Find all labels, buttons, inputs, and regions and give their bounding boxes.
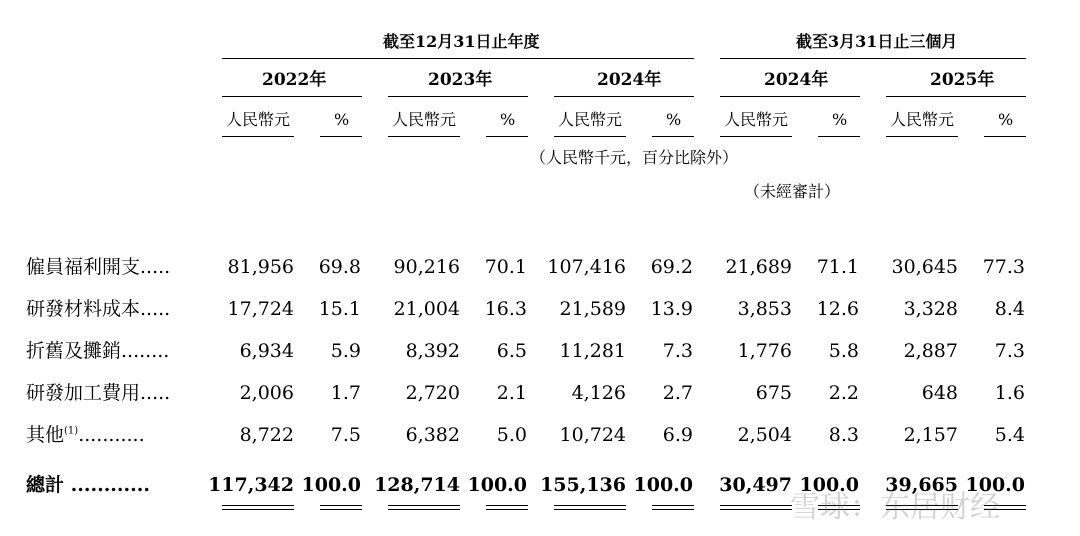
percent-cell: 5.0 (496, 424, 527, 446)
amount-cell: 3,853 (737, 298, 792, 320)
amount-cell: 90,216 (393, 256, 460, 278)
amount-cell: 2,157 (903, 424, 958, 446)
amount-cell: 8,722 (239, 424, 294, 446)
pct-header-4: % (832, 110, 848, 129)
year-line-3 (554, 96, 694, 97)
row-label-others (26, 426, 145, 445)
percent-cell: 13.9 (650, 298, 693, 320)
total-percent-cell: 100.0 (799, 474, 859, 496)
row-label-depreciation: 折舊及攤銷........ (26, 340, 170, 362)
percent-cell: 5.9 (330, 340, 361, 362)
amount-cell: 648 (921, 382, 958, 404)
percent-cell: 77.3 (982, 256, 1025, 278)
unit-line-2b (486, 136, 528, 137)
row-label-total: 總計 ............ (26, 474, 150, 496)
percent-cell: 69.2 (650, 256, 693, 278)
amount-cell: 11,281 (559, 340, 626, 362)
unit-header-3: 人民幣元 (558, 110, 623, 129)
amount-cell: 4,126 (571, 382, 626, 404)
amount-cell: 2,887 (903, 340, 958, 362)
year-line-4 (720, 96, 860, 97)
year-line-1 (222, 96, 362, 97)
amount-cell: 21,689 (725, 256, 792, 278)
year-header-2025-q: 2025年 (930, 70, 995, 90)
pct-header-1: % (334, 110, 350, 129)
percent-cell: 7.5 (330, 424, 361, 446)
unit-header-4: 人民幣元 (724, 110, 789, 129)
unit-header-5: 人民幣元 (890, 110, 955, 129)
total-line-4a2 (720, 509, 792, 510)
total-amount-cell: 39,665 (885, 474, 958, 496)
amount-cell: 21,004 (393, 298, 460, 320)
unit-note: （人民幣千元，百分比除外） (530, 148, 739, 167)
group-line-annual (222, 58, 694, 59)
total-line-2b (486, 505, 528, 506)
total-line-2a2 (388, 509, 460, 510)
footnote-marker: (1) (64, 425, 79, 437)
unit-header-1: 人民幣元 (226, 110, 291, 129)
row-label-rd-materials: 研發材料成本..... (26, 298, 171, 320)
total-amount-cell: 30,497 (719, 474, 792, 496)
amount-cell: 675 (755, 382, 792, 404)
pct-header-2: % (500, 110, 516, 129)
total-amount-cell: 155,136 (540, 474, 626, 496)
unit-line-3a (554, 136, 626, 137)
watermark: 雪球：东居财经 (790, 490, 1000, 525)
unit-line-5a (886, 136, 958, 137)
row-label-employee-benefits: 僱員福利開支..... (26, 256, 171, 278)
percent-cell: 2.1 (496, 382, 527, 404)
pct-header-3: % (666, 110, 682, 129)
percent-cell: 16.3 (484, 298, 527, 320)
percent-cell: 8.4 (994, 298, 1025, 320)
total-percent-cell: 100.0 (965, 474, 1025, 496)
year-header-2022: 2022年 (262, 70, 327, 90)
total-line-3b2 (652, 509, 694, 510)
unit-line-1b (320, 136, 362, 137)
unit-line-5b (984, 136, 1026, 137)
total-line-3b (652, 505, 694, 506)
percent-cell: 6.5 (496, 340, 527, 362)
percent-cell: 5.4 (994, 424, 1025, 446)
total-amount-cell: 117,342 (208, 474, 294, 496)
row-label-rd-processing: 研發加工費用..... (26, 382, 171, 404)
total-line-1a2 (222, 509, 294, 510)
percent-cell: 12.6 (816, 298, 859, 320)
percent-cell: 8.3 (828, 424, 859, 446)
percent-cell: 71.1 (816, 256, 859, 278)
year-header-2023: 2023年 (428, 70, 493, 90)
percent-cell: 2.2 (828, 382, 859, 404)
amount-cell: 2,504 (737, 424, 792, 446)
percent-cell: 1.6 (994, 382, 1025, 404)
amount-cell: 21,589 (559, 298, 626, 320)
amount-cell: 1,776 (737, 340, 792, 362)
amount-cell: 81,956 (227, 256, 294, 278)
amount-cell: 107,416 (547, 256, 626, 278)
total-line-1a (222, 505, 294, 506)
pct-header-5: % (998, 110, 1014, 129)
group-header-annual: 截至12月31日止年度 (383, 32, 540, 51)
year-header-2024-q: 2024年 (764, 70, 829, 90)
total-line-4a (720, 505, 792, 506)
unaudited-note: （未經審計） (744, 182, 841, 201)
percent-cell: 5.8 (828, 340, 859, 362)
year-line-5 (886, 96, 1026, 97)
percent-cell: 15.1 (318, 298, 361, 320)
total-percent-cell: 100.0 (301, 474, 361, 496)
unit-line-1a (222, 136, 294, 137)
group-header-quarter: 截至3月31日止三個月 (796, 32, 958, 51)
amount-cell: 30,645 (891, 256, 958, 278)
unit-line-3b (652, 136, 694, 137)
percent-cell: 2.7 (662, 382, 693, 404)
amount-cell: 6,382 (405, 424, 460, 446)
total-line-2b2 (486, 509, 528, 510)
amount-cell: 17,724 (227, 298, 294, 320)
total-line-1b (320, 505, 362, 506)
unit-line-2a (388, 136, 460, 137)
group-line-quarter (720, 58, 1026, 59)
total-percent-cell: 100.0 (467, 474, 527, 496)
amount-cell: 2,720 (405, 382, 460, 404)
percent-cell: 6.9 (662, 424, 693, 446)
total-line-1b2 (320, 509, 362, 510)
amount-cell: 3,328 (903, 298, 958, 320)
total-line-3a (554, 505, 626, 506)
year-header-2024: 2024年 (597, 70, 662, 90)
amount-cell: 6,934 (239, 340, 294, 362)
percent-cell: 7.3 (994, 340, 1025, 362)
percent-cell: 1.7 (330, 382, 361, 404)
percent-cell: 7.3 (662, 340, 693, 362)
percent-cell: 70.1 (484, 256, 527, 278)
unit-line-4a (720, 136, 792, 137)
percent-cell: 69.8 (318, 256, 361, 278)
amount-cell: 2,006 (239, 382, 294, 404)
year-line-2 (388, 96, 528, 97)
total-line-2a (388, 505, 460, 506)
amount-cell: 10,724 (559, 424, 626, 446)
unit-header-2: 人民幣元 (392, 110, 457, 129)
amount-cell: 8,392 (405, 340, 460, 362)
total-line-3a2 (554, 509, 626, 510)
total-amount-cell: 128,714 (374, 474, 460, 496)
total-percent-cell: 100.0 (633, 474, 693, 496)
unit-line-4b (818, 136, 860, 137)
others-label-dots: ........... (78, 424, 145, 446)
others-label-text: 其他 (26, 424, 65, 446)
